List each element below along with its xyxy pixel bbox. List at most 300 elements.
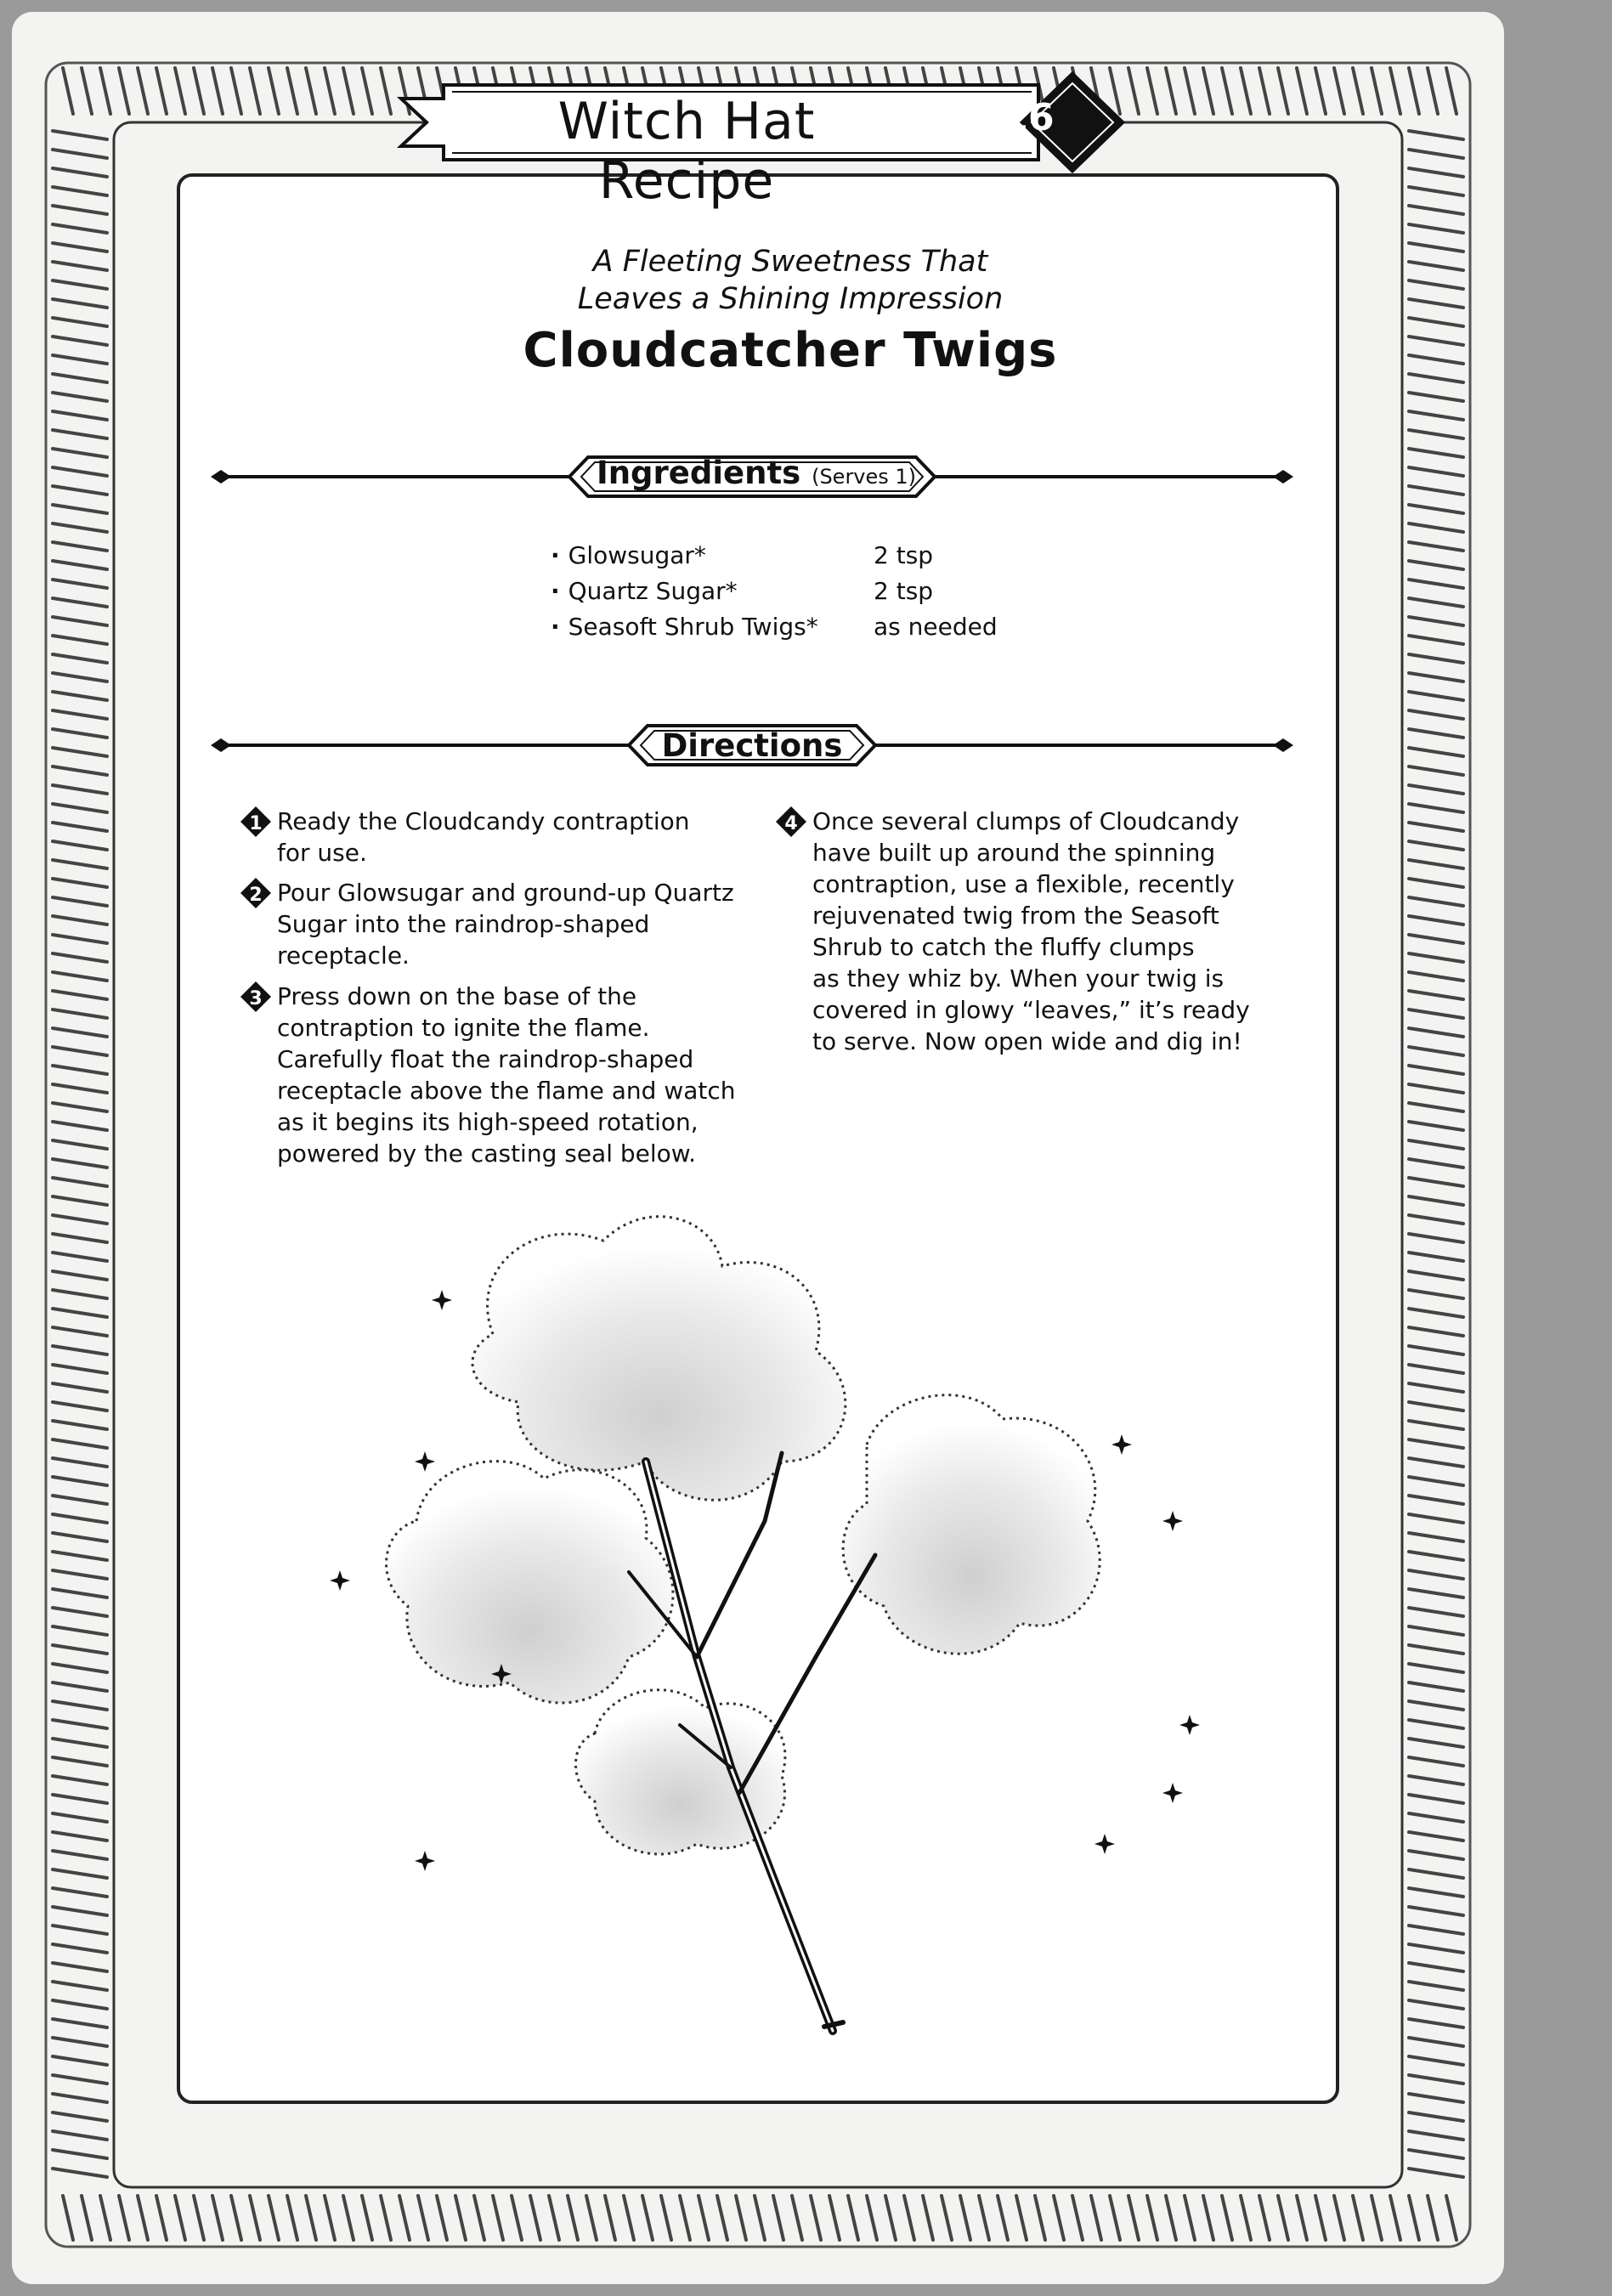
- subtitle-line-1: A Fleeting Sweetness That: [592, 245, 988, 279]
- border-stroke: [1334, 2196, 1344, 2240]
- border-stroke: [306, 68, 316, 114]
- sparkle-icon: [432, 1290, 452, 1310]
- border-stroke: [53, 1028, 107, 1037]
- border-stroke: [53, 1570, 107, 1579]
- step-line: Pour Glowsugar and ground-up Quartz: [277, 879, 734, 907]
- border-stroke: [53, 617, 107, 625]
- border-stroke: [1409, 1645, 1463, 1654]
- border-stroke: [53, 1009, 107, 1018]
- sparkle-icon: [1111, 1434, 1132, 1455]
- border-stroke: [1203, 68, 1213, 114]
- border-stroke: [53, 1215, 107, 1224]
- border-stroke: [343, 68, 354, 114]
- border-stroke: [156, 2196, 167, 2240]
- border-stroke: [979, 2196, 989, 2240]
- border-stroke: [1390, 2196, 1400, 2240]
- border-stroke: [53, 729, 107, 738]
- border-stroke: [53, 2094, 107, 2102]
- border-stroke: [568, 2196, 578, 2240]
- border-stroke: [53, 598, 107, 607]
- serves-note: (Serves 1): [812, 465, 917, 489]
- border-stroke: [53, 1813, 107, 1822]
- border-stroke: [1409, 1140, 1463, 1149]
- border-stroke: [1222, 2196, 1232, 2240]
- border-stroke: [1409, 1963, 1463, 1971]
- border-stroke: [1409, 748, 1463, 756]
- ingredient-quantity: as needed: [874, 612, 998, 641]
- border-stroke: [53, 1159, 107, 1168]
- border-stroke: [53, 2038, 107, 2046]
- border-stroke: [736, 2196, 746, 2240]
- border-stroke: [1409, 374, 1463, 382]
- border-stroke: [1409, 916, 1463, 925]
- border-stroke: [960, 2196, 970, 2240]
- border-stroke: [269, 2196, 279, 2240]
- border-stroke: [53, 823, 107, 831]
- border-stroke: [53, 1626, 107, 1635]
- border-stroke: [829, 2196, 840, 2240]
- border-stroke: [53, 150, 107, 158]
- border-stroke: [53, 1103, 107, 1111]
- border-stroke: [53, 1234, 107, 1242]
- border-stroke: [1409, 1402, 1463, 1411]
- direction-step-3: [249, 981, 787, 1169]
- border-stroke: [1409, 1776, 1463, 1784]
- step-line: as it begins its high-speed rotation,: [277, 1108, 699, 1136]
- ingredients-title: Ingredients: [596, 455, 801, 491]
- border-stroke: [1409, 617, 1463, 625]
- border-stroke: [343, 2196, 354, 2240]
- border-stroke: [53, 1140, 107, 1149]
- border-stroke: [418, 2196, 428, 2240]
- border-stroke: [1054, 2196, 1064, 2240]
- border-stroke: [53, 168, 107, 177]
- border-stroke: [1409, 1477, 1463, 1485]
- step-line: powered by the casting seal below.: [277, 1140, 697, 1168]
- border-stroke: [53, 449, 107, 457]
- border-stroke: [1409, 897, 1463, 906]
- border-stroke: [53, 187, 107, 195]
- border-stroke: [1409, 224, 1463, 233]
- border-stroke: [53, 1664, 107, 1672]
- border-stroke: [1409, 2075, 1463, 2084]
- border-stroke: [194, 68, 204, 114]
- border-stroke: [212, 68, 223, 114]
- border-stroke: [53, 1383, 107, 1392]
- border-stroke: [53, 1458, 107, 1467]
- step-line: Press down on the base of the: [277, 982, 637, 1010]
- border-stroke: [1409, 318, 1463, 326]
- border-stroke: [1409, 1664, 1463, 1672]
- step-number: 2: [249, 885, 263, 906]
- border-stroke: [1409, 1327, 1463, 1336]
- border-stroke: [100, 68, 110, 114]
- border-stroke: [53, 2131, 107, 2140]
- border-stroke: [1409, 1869, 1463, 1878]
- border-stroke: [1409, 953, 1463, 962]
- border-stroke: [53, 673, 107, 681]
- border-stroke: [1409, 804, 1463, 812]
- border-stroke: [1409, 1103, 1463, 1111]
- border-stroke: [1446, 68, 1456, 114]
- border-stroke: [512, 2196, 522, 2240]
- border-stroke: [53, 1365, 107, 1373]
- sparkle-icon: [1162, 1511, 1183, 1531]
- border-stroke: [53, 1832, 107, 1841]
- border-stroke: [63, 2196, 73, 2240]
- step-line: Once several clumps of Cloudcandy: [812, 807, 1240, 835]
- border-stroke: [53, 1907, 107, 1915]
- border-stroke: [1428, 2196, 1438, 2240]
- border-stroke: [212, 2196, 223, 2240]
- border-stroke: [53, 1982, 107, 1990]
- border-stroke: [1409, 187, 1463, 195]
- ingredients-heading: [569, 455, 943, 491]
- border-stroke: [381, 68, 391, 114]
- border-stroke: [1409, 935, 1463, 943]
- border-stroke: [53, 1477, 107, 1485]
- border-stroke: [1409, 150, 1463, 158]
- step-line: rejuvenated twig from the Seasoft: [812, 902, 1219, 930]
- border-stroke: [53, 1944, 107, 1953]
- border-stroke: [1409, 2196, 1419, 2240]
- border-stroke: [1315, 68, 1326, 114]
- border-stroke: [1409, 1888, 1463, 1897]
- border-stroke: [1409, 1084, 1463, 1093]
- border-stroke: [1409, 1813, 1463, 1822]
- border-stroke: [1353, 2196, 1363, 2240]
- border-stroke: [53, 262, 107, 270]
- border-stroke: [306, 2196, 316, 2240]
- step-line: covered in glowy “leaves,” it’s ready: [812, 996, 1250, 1024]
- border-stroke: [53, 467, 107, 476]
- border-stroke: [1409, 280, 1463, 289]
- border-stroke: [1409, 1009, 1463, 1018]
- cloud-clump: [472, 1217, 846, 1501]
- border-stroke: [53, 280, 107, 289]
- border-stroke: [1409, 542, 1463, 551]
- border-stroke: [923, 2196, 933, 2240]
- border-stroke: [53, 1346, 107, 1354]
- border-stroke: [53, 1496, 107, 1504]
- border-stroke: [53, 748, 107, 756]
- border-stroke: [100, 2196, 110, 2240]
- border-stroke: [998, 2196, 1008, 2240]
- border-stroke: [1409, 1215, 1463, 1224]
- border-stroke: [1409, 2094, 1463, 2102]
- step-line: Sugar into the raindrop-shaped: [277, 910, 650, 938]
- border-stroke: [53, 1253, 107, 1261]
- border-stroke: [53, 636, 107, 644]
- border-stroke: [1409, 355, 1463, 364]
- sparkle-icon: [415, 1851, 435, 1871]
- border-stroke: [1409, 2000, 1463, 2009]
- border-stroke: [53, 1869, 107, 1878]
- border-stroke: [82, 2196, 92, 2240]
- border-stroke: [53, 1552, 107, 1560]
- border-stroke: [53, 1682, 107, 1691]
- border-stroke: [53, 374, 107, 382]
- border-stroke: [1409, 1178, 1463, 1186]
- border-stroke: [1128, 2196, 1139, 2240]
- sparkle-icon: [415, 1451, 435, 1472]
- border-stroke: [1428, 68, 1438, 114]
- border-stroke: [53, 935, 107, 943]
- border-stroke: [1409, 2112, 1463, 2121]
- border-stroke: [699, 2196, 709, 2240]
- border-stroke: [53, 1963, 107, 1971]
- border-stroke: [885, 2196, 896, 2240]
- sparkle-icon: [1179, 1715, 1200, 1735]
- border-stroke: [848, 2196, 858, 2240]
- border-stroke: [1409, 1739, 1463, 1747]
- border-stroke: [399, 2196, 410, 2240]
- cloud-clump: [387, 1462, 673, 1703]
- border-stroke: [1372, 68, 1382, 114]
- border-stroke: [53, 991, 107, 999]
- border-stroke: [53, 785, 107, 794]
- step-number: 1: [249, 813, 263, 834]
- border-stroke: [53, 1701, 107, 1710]
- border-stroke: [53, 1084, 107, 1093]
- border-stroke: [1166, 68, 1176, 114]
- border-stroke: [1409, 243, 1463, 252]
- border-stroke: [549, 2196, 559, 2240]
- border-stroke: [1185, 68, 1195, 114]
- border-stroke: [1409, 823, 1463, 831]
- border-stroke: [1409, 2038, 1463, 2046]
- border-stroke: [1147, 2196, 1157, 2240]
- border-stroke: [1147, 68, 1157, 114]
- border-stroke: [53, 1589, 107, 1598]
- step-line: Ready the Cloudcandy contraption: [277, 807, 690, 835]
- border-stroke: [53, 2056, 107, 2065]
- step-line: Shrub to catch the fluffy clumps: [812, 933, 1195, 961]
- border-stroke: [1241, 68, 1251, 114]
- step-line: have built up around the spinning: [812, 839, 1216, 867]
- border-stroke: [53, 692, 107, 700]
- border-stroke: [1278, 68, 1288, 114]
- border-stroke: [1409, 467, 1463, 476]
- border-stroke: [1409, 1421, 1463, 1429]
- border-stroke: [53, 879, 107, 887]
- border-stroke: [1409, 636, 1463, 644]
- border-stroke: [1409, 1626, 1463, 1635]
- border-stroke: [1409, 1832, 1463, 1841]
- border-stroke: [325, 2196, 335, 2240]
- border-stroke: [1409, 336, 1463, 345]
- border-stroke: [1035, 2196, 1045, 2240]
- direction-step-2: [249, 877, 787, 971]
- border-stroke: [1409, 523, 1463, 532]
- border-stroke: [119, 2196, 129, 2240]
- border-stroke: [1409, 1253, 1463, 1261]
- border-stroke: [1409, 1028, 1463, 1037]
- border-stroke: [1409, 505, 1463, 513]
- border-stroke: [642, 2196, 653, 2240]
- border-stroke: [811, 2196, 821, 2240]
- border-stroke: [53, 299, 107, 308]
- border-stroke: [755, 2196, 765, 2240]
- border-stroke: [1409, 1234, 1463, 1242]
- border-stroke: [1409, 1608, 1463, 1616]
- border-stroke: [1409, 1365, 1463, 1373]
- border-stroke: [493, 2196, 503, 2240]
- border-stroke: [53, 1047, 107, 1055]
- border-stroke: [1409, 766, 1463, 775]
- border-stroke: [1446, 2196, 1456, 2240]
- border-stroke: [1278, 2196, 1288, 2240]
- border-stroke: [53, 542, 107, 551]
- border-stroke: [53, 1178, 107, 1186]
- border-stroke: [53, 505, 107, 513]
- border-stroke: [867, 2196, 877, 2240]
- border-stroke: [1409, 393, 1463, 401]
- border-stroke: [1409, 1982, 1463, 1990]
- border-stroke: [156, 68, 167, 114]
- border-stroke: [53, 1608, 107, 1616]
- border-stroke: [1409, 561, 1463, 569]
- recipe-number: 16: [1002, 96, 1055, 139]
- border-stroke: [53, 860, 107, 868]
- border-stroke: [53, 1122, 107, 1130]
- border-stroke: [53, 766, 107, 775]
- border-stroke: [717, 2196, 727, 2240]
- border-stroke: [53, 131, 107, 139]
- border-stroke: [53, 1439, 107, 1448]
- series-title: Witch Hat Recipe: [557, 92, 816, 211]
- border-stroke: [53, 972, 107, 981]
- border-stroke: [53, 336, 107, 345]
- border-stroke: [1409, 1309, 1463, 1317]
- step-line: receptacle.: [277, 942, 410, 970]
- ingredient-name: · Seasoft Shrub Twigs*: [551, 613, 874, 641]
- border-stroke: [53, 1421, 107, 1429]
- border-stroke: [175, 2196, 185, 2240]
- step-line: for use.: [277, 839, 367, 867]
- border-stroke: [53, 710, 107, 719]
- border-stroke: [53, 1402, 107, 1411]
- border-stroke: [1409, 879, 1463, 887]
- border-stroke: [1409, 654, 1463, 663]
- border-stroke: [1409, 1533, 1463, 1541]
- border-stroke: [1409, 1570, 1463, 1579]
- border-stroke: [53, 393, 107, 401]
- border-stroke: [1390, 68, 1400, 114]
- border-stroke: [1297, 2196, 1307, 2240]
- border-stroke: [1409, 692, 1463, 700]
- step-line: as they whiz by. When your twig is: [812, 964, 1225, 992]
- border-stroke: [138, 2196, 148, 2240]
- border-stroke: [1315, 2196, 1326, 2240]
- border-stroke: [1409, 486, 1463, 495]
- border-stroke: [53, 411, 107, 420]
- border-stroke: [1409, 1926, 1463, 1934]
- ingredient-row: [551, 573, 1027, 608]
- border-stroke: [53, 2169, 107, 2177]
- cloudcatcher-twig-illustration: [323, 1181, 1275, 2073]
- border-stroke: [1409, 168, 1463, 177]
- border-stroke: [53, 1739, 107, 1747]
- border-stroke: [1241, 2196, 1251, 2240]
- ingredient-row: [551, 537, 1027, 573]
- border-stroke: [53, 355, 107, 364]
- border-stroke: [1409, 449, 1463, 457]
- border-stroke: [53, 430, 107, 438]
- border-stroke: [942, 2196, 952, 2240]
- border-stroke: [53, 916, 107, 925]
- border-stroke: [1334, 68, 1344, 114]
- border-stroke: [1409, 1458, 1463, 1467]
- border-stroke: [1409, 580, 1463, 588]
- border-stroke: [325, 68, 335, 114]
- border-stroke: [1409, 1589, 1463, 1598]
- border-stroke: [1409, 68, 1419, 114]
- border-stroke: [1409, 206, 1463, 214]
- border-stroke: [1297, 68, 1307, 114]
- directions-heading: Directions: [661, 727, 843, 764]
- border-stroke: [53, 1066, 107, 1074]
- step-number-badge: [775, 806, 807, 838]
- border-stroke: [1409, 1196, 1463, 1205]
- step-number-badge: [240, 806, 272, 838]
- step-number-badge: [240, 877, 272, 909]
- direction-step-4: [784, 806, 1322, 1057]
- border-stroke: [1409, 1907, 1463, 1915]
- border-stroke: [1409, 841, 1463, 850]
- ingredient-quantity: 2 tsp: [874, 540, 934, 569]
- ingredient-row: [551, 608, 1027, 644]
- border-stroke: [53, 1327, 107, 1336]
- step-number-badge: [240, 981, 272, 1013]
- border-stroke: [53, 2150, 107, 2158]
- border-stroke: [53, 1533, 107, 1541]
- border-stroke: [119, 68, 129, 114]
- border-stroke: [53, 243, 107, 252]
- border-stroke: [1409, 1514, 1463, 1523]
- ingredient-name: · Quartz Sugar*: [551, 577, 874, 605]
- border-stroke: [1409, 991, 1463, 999]
- border-stroke: [53, 654, 107, 663]
- step-line: Carefully float the raindrop-shaped: [277, 1045, 694, 1073]
- border-stroke: [1409, 1271, 1463, 1280]
- border-stroke: [53, 1514, 107, 1523]
- border-stroke: [1409, 972, 1463, 981]
- border-stroke: [53, 2000, 107, 2009]
- border-stroke: [1409, 1720, 1463, 1728]
- border-stroke: [53, 2075, 107, 2084]
- border-stroke: [53, 841, 107, 850]
- border-stroke: [1409, 1159, 1463, 1168]
- border-stroke: [362, 2196, 372, 2240]
- border-stroke: [1409, 1047, 1463, 1055]
- border-stroke: [1016, 2196, 1027, 2240]
- border-stroke: [53, 1645, 107, 1654]
- step-number: 3: [249, 988, 263, 1009]
- border-stroke: [680, 2196, 690, 2240]
- border-stroke: [1185, 2196, 1195, 2240]
- border-stroke: [530, 2196, 540, 2240]
- border-stroke: [1409, 2169, 1463, 2177]
- border-stroke: [1409, 1122, 1463, 1130]
- step-line: receptacle above the flame and watch: [277, 1077, 736, 1105]
- recipe-subtitle: [476, 243, 1105, 318]
- border-stroke: [1409, 598, 1463, 607]
- border-stroke: [1072, 2196, 1083, 2240]
- border-stroke: [63, 68, 73, 114]
- border-stroke: [53, 1196, 107, 1205]
- ingredient-list: [551, 537, 1027, 644]
